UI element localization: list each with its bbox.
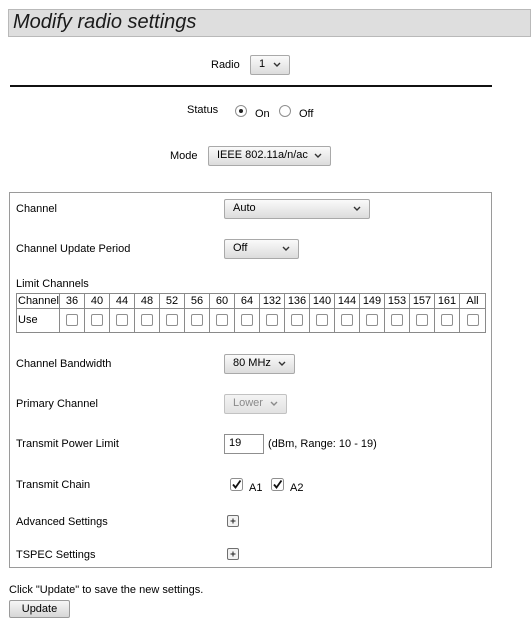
chain-a2-label: A2 <box>290 482 304 494</box>
channel-64-checkbox[interactable] <box>241 314 253 326</box>
channel-157-checkbox[interactable] <box>416 314 428 326</box>
limit-channels-table <box>16 293 486 333</box>
mode-label: Mode <box>170 150 198 162</box>
channel-44-checkbox[interactable] <box>116 314 128 326</box>
channel-number: 157 <box>410 294 435 309</box>
update-note: Click "Update" to save the new settings. <box>9 584 204 596</box>
expand-plus-icon[interactable] <box>227 515 239 527</box>
chevron-down-icon <box>269 398 279 410</box>
channel-140-checkbox[interactable] <box>316 314 328 326</box>
channel-number: 56 <box>185 294 210 309</box>
channel-all-checkbox[interactable] <box>467 314 479 326</box>
mode-select[interactable] <box>208 146 331 166</box>
channel-149-checkbox[interactable] <box>366 314 378 326</box>
channel-header-row <box>17 294 486 309</box>
channel-update-period-value: Off <box>233 242 248 254</box>
channel-56-checkbox[interactable] <box>191 314 203 326</box>
chevron-down-icon <box>277 358 287 370</box>
channel-number: 52 <box>160 294 185 309</box>
chevron-down-icon <box>352 203 362 215</box>
status-label: Status <box>187 104 219 116</box>
channel-number: 153 <box>385 294 410 309</box>
channel-52-checkbox[interactable] <box>166 314 178 326</box>
channel-number: 140 <box>310 294 335 309</box>
channel-number: 44 <box>110 294 135 309</box>
channel-161-checkbox[interactable] <box>441 314 453 326</box>
channel-36-checkbox[interactable] <box>66 314 78 326</box>
channel-update-period-label: Channel Update Period <box>16 243 131 255</box>
transmit-power-limit-input[interactable]: 19 <box>224 434 264 454</box>
channel-144-checkbox[interactable] <box>341 314 353 326</box>
tspec-settings-label: TSPEC Settings <box>16 549 96 561</box>
limit-channels-label: Limit Channels <box>16 278 89 290</box>
use-label: Use <box>17 309 60 333</box>
status-on-label: On <box>255 108 270 120</box>
chevron-down-icon <box>313 150 323 162</box>
primary-channel-label: Primary Channel <box>16 398 98 410</box>
channel-number: 64 <box>235 294 260 309</box>
channel-number: All <box>460 294 486 309</box>
chevron-down-icon <box>281 243 291 255</box>
mode-select-value: IEEE 802.11a/n/ac <box>217 149 308 161</box>
channel-bandwidth-value: 80 MHz <box>233 357 271 369</box>
channel-40-checkbox[interactable] <box>91 314 103 326</box>
channel-number: 40 <box>85 294 110 309</box>
channel-136-checkbox[interactable] <box>291 314 303 326</box>
channel-use-row <box>17 309 486 333</box>
chevron-down-icon <box>272 59 282 71</box>
channel-number: 60 <box>210 294 235 309</box>
radio-label: Radio <box>211 59 240 71</box>
radio-select[interactable] <box>250 55 290 75</box>
channel-select-value: Auto <box>233 202 256 214</box>
channel-bandwidth-label: Channel Bandwidth <box>16 358 112 370</box>
channel-update-period-select[interactable] <box>224 239 299 259</box>
channel-number: 36 <box>60 294 85 309</box>
channel-number: 144 <box>335 294 360 309</box>
channel-number: 149 <box>360 294 385 309</box>
channel-60-checkbox[interactable] <box>216 314 228 326</box>
transmit-power-limit-label: Transmit Power Limit <box>16 438 119 450</box>
advanced-settings-label: Advanced Settings <box>16 516 108 528</box>
channel-label: Channel <box>16 203 57 215</box>
status-off-radio[interactable] <box>279 105 291 117</box>
channel-153-checkbox[interactable] <box>391 314 403 326</box>
status-on-radio[interactable] <box>235 105 247 117</box>
channel-number: 161 <box>435 294 460 309</box>
channel-48-checkbox[interactable] <box>141 314 153 326</box>
divider <box>10 85 492 87</box>
primary-channel-select <box>224 394 287 414</box>
radio-select-value: 1 <box>259 58 266 70</box>
channel-header-label: Channel <box>18 294 59 307</box>
channel-bandwidth-select[interactable] <box>224 354 295 374</box>
channel-number: 132 <box>260 294 285 309</box>
status-off-label: Off <box>299 108 314 120</box>
transmit-chain-label: Transmit Chain <box>16 479 91 491</box>
channel-132-checkbox[interactable] <box>266 314 278 326</box>
page-title: Modify radio settings <box>13 11 197 33</box>
chain-a1-checkbox[interactable] <box>230 478 243 491</box>
chain-a2-checkbox[interactable] <box>271 478 284 491</box>
channel-select[interactable] <box>224 199 370 219</box>
transmit-power-limit-hint: (dBm, Range: 10 - 19) <box>268 438 377 450</box>
primary-channel-value: Lower <box>233 397 263 409</box>
update-button[interactable]: Update <box>9 600 70 618</box>
expand-plus-icon[interactable] <box>227 548 239 560</box>
channel-number: 136 <box>285 294 310 309</box>
chain-a1-label: A1 <box>249 482 263 494</box>
channel-number: 48 <box>135 294 160 309</box>
